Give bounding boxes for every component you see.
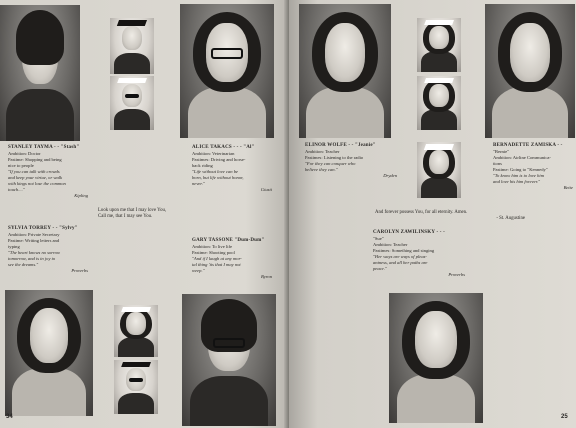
caption-attribution: Giusti xyxy=(260,187,272,192)
caption-line: Pastime: Going to "Kennedy" xyxy=(493,167,548,172)
caption-line: Pastime: Shooting pool xyxy=(192,250,235,255)
portrait-small-3 xyxy=(114,305,158,357)
caption-line: Ambition: Airline Communica- xyxy=(493,155,551,160)
caption-line: never." xyxy=(192,181,205,186)
caption-line: "To know him is to love him xyxy=(493,173,545,178)
caption-line: and love his him forever." xyxy=(493,179,541,184)
student-name: GARY TASSONE "Dum-Dum" xyxy=(192,238,265,243)
caption-line: "Sue" xyxy=(373,236,384,241)
caption-alice xyxy=(192,145,272,193)
caption-bernadette xyxy=(493,143,573,191)
caption-line: Pastime: Writing letters and xyxy=(8,238,60,243)
portrait-sylvia xyxy=(5,290,93,416)
portrait-small-7 xyxy=(417,142,461,198)
caption-line: Ambition: Teacher xyxy=(373,242,408,247)
caption-gary xyxy=(192,238,272,280)
page-number-right: 25 xyxy=(561,414,568,420)
caption-line: typing xyxy=(8,244,20,249)
caption-sylvia xyxy=(8,226,88,274)
verse-line: Call me, that I may see You. xyxy=(98,214,153,219)
portrait-small-6 xyxy=(417,76,461,130)
caption-line: "Bernie" xyxy=(493,149,509,154)
caption-line: "If you can talk with crowds xyxy=(8,169,60,174)
caption-line: Ambition: Veterinarian xyxy=(192,151,235,156)
verse-line: - St. Augustine xyxy=(496,216,525,221)
caption-line: Pastime: Shopping and being xyxy=(8,157,62,162)
caption-line: "The heart knows no sorrow xyxy=(8,250,61,255)
caption-line: weep." xyxy=(192,268,205,273)
portrait-small-4 xyxy=(114,360,158,414)
verse-line: And forever possess You, for all eternity. Amen. xyxy=(375,210,468,215)
caption-line: Pastimes: Something and singing xyxy=(373,248,435,253)
student-name: STANLEY TAYMA - - "Stash" xyxy=(8,145,80,150)
portrait-carolyn xyxy=(389,293,483,423)
portrait-small-1 xyxy=(110,18,154,74)
caption-line: back riding xyxy=(192,163,213,168)
portrait-bernadette xyxy=(485,4,575,138)
caption-line: antness, and all her paths are xyxy=(373,260,428,265)
caption-attribution: Byron xyxy=(260,274,272,279)
page-number-left: 34 xyxy=(6,414,13,420)
caption-line: "And if I laugh at any mor- xyxy=(192,256,242,261)
caption-attribution: Bette xyxy=(563,185,573,190)
caption-line: peace." xyxy=(373,266,387,271)
caption-line: Pastimes: Driving and horse- xyxy=(192,157,246,162)
caption-attribution: Kipling xyxy=(74,193,88,198)
student-name: CAROLYN ZAWILINSKY - - - xyxy=(373,230,445,235)
verse-right xyxy=(375,210,525,222)
verse-line: Look upon me that I may love You, xyxy=(98,208,167,213)
caption-line: touch...." xyxy=(8,187,25,192)
caption-attribution: Proverbs xyxy=(71,268,88,273)
portrait-small-5 xyxy=(417,18,461,72)
caption-attribution: Proverbs xyxy=(448,272,465,277)
caption-carolyn xyxy=(373,230,465,278)
caption-line: tal thing 'tis that I may not xyxy=(192,262,241,267)
caption-line: and keep your virtue, or walk xyxy=(8,175,63,180)
caption-line: tomorrow, and is in joy to xyxy=(8,256,56,261)
portrait-elinor xyxy=(299,4,391,138)
right-page xyxy=(289,0,576,428)
caption-line: Ambition: Private Secretary xyxy=(8,232,60,237)
caption-line: "Life without love can be xyxy=(192,169,239,174)
caption-stanley xyxy=(8,145,88,199)
verse-left xyxy=(98,208,188,220)
caption-line: nice to people xyxy=(8,163,34,168)
caption-line: with kings not lose the common xyxy=(8,181,66,186)
caption-line: tions xyxy=(493,161,502,166)
portrait-small-2 xyxy=(110,76,154,130)
caption-line: Ambition: Doctor xyxy=(8,151,41,156)
student-name: ELINOR WOLFE - - "Jeanie" xyxy=(305,143,376,148)
portrait-stanley xyxy=(0,5,80,141)
student-name: ALICE TAKACS - - - "Al" xyxy=(192,145,255,150)
caption-line: "For they can conquer who xyxy=(305,161,356,166)
student-name: BERNADETTE ZAMISKA - - xyxy=(493,143,563,148)
caption-line: Ambition: Teacher xyxy=(305,149,340,154)
portrait-alice xyxy=(180,4,274,138)
caption-line: "Her ways are ways of pleas- xyxy=(373,254,427,259)
caption-line: Pastimes: Listening to the radio xyxy=(305,155,364,160)
student-name: SYLVIA TORREY - - "Sylvy" xyxy=(8,226,78,231)
caption-attribution: Dryden xyxy=(383,173,397,178)
caption-elinor xyxy=(305,143,397,179)
caption-line: Ambition: To live life xyxy=(192,244,233,249)
caption-line: see the dreams." xyxy=(8,262,39,267)
caption-line: believe they can." xyxy=(305,167,338,172)
caption-line: born, but life without honor, xyxy=(192,175,244,180)
portrait-gary xyxy=(182,294,276,426)
